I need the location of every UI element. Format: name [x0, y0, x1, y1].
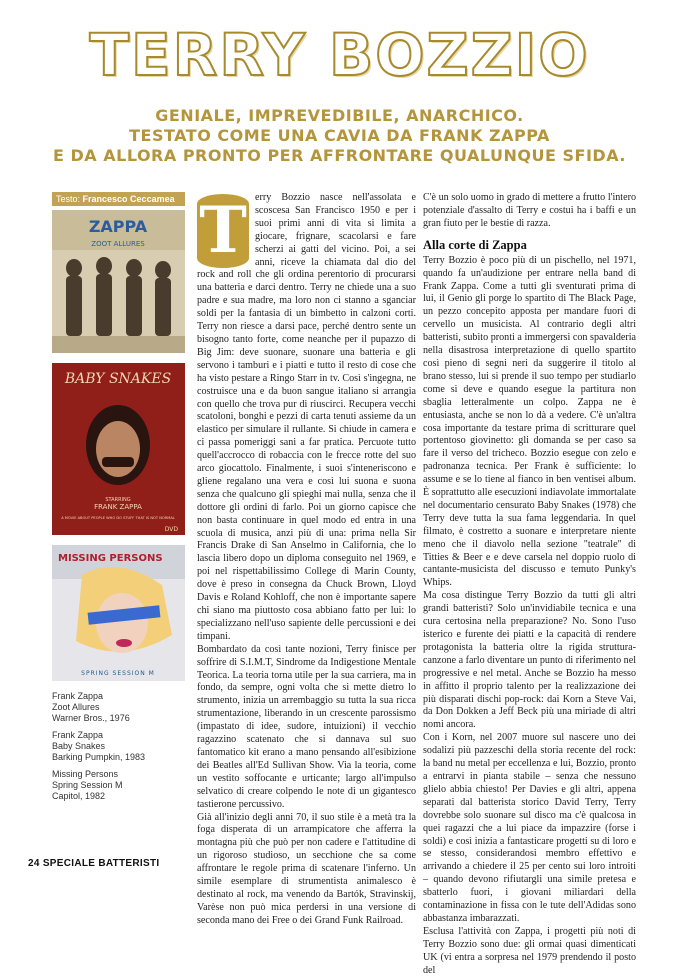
- article-paragraph: Già all'inizio degli anni 70, il suo stile è a metà tra la foga disperata di un arrampicatore che afferra la montagna più che può per non cadere e l'attitudine di un rigoroso studioso, un secchione che sa come affrontare le regole prima di scatenare l'inferno. Un simile esemplare di strumentista animalesco è destinato al rock, ma venendo da Bartók, Stravinskij, Varèse non può mica perdersi in una versione di seconda mano dei Free o dei Grand Funk Railroad.: [197, 811, 416, 926]
- tagline-line: E DA ALLORA PRONTO PER AFFRONTARE QUALUNQUE SFIDA.: [53, 146, 626, 165]
- page-number: 24: [28, 858, 40, 869]
- page-footer: [28, 858, 159, 869]
- tagline: [0, 106, 679, 166]
- cover2-line3: A MOVIE ABOUT PEOPLE WHO DO STUFF THAT IS NOT NORMAL: [61, 516, 175, 520]
- cover2-title: BABY SNAKES: [64, 371, 172, 387]
- author-credit: [52, 192, 185, 206]
- caption-label: Barking Pumpkin, 1983: [52, 752, 146, 762]
- article-paragraph: Con i Korn, nel 2007 muore sul nascere uno dei sodalizi più pazzeschi della storia recente del rock: la band nu metal per eccellenza e lui, Bozzio, pronto a entrarvi in pianta stabile – senza che nessuno glielo abbia chiesto! Per Davies e gli altri, appena separati dal batterista storico David Terry, Terry dovrebbe solo suonare sul disco ma c'è qualcosa in quei ragazzi che a lui piace da impazzire (forse i soldi) e così inizia a fantasticare progetti su di loro e se stesso, considerandosi membro effettivo e arrivando a chiedere il 25 per cento sui loro introiti – quando devono rifiutargli una simile pretesa e sbatterlo fuori, i giovani miliardari della contaminazione in fissa con le tute dell'Adidas sono abbastanza imbarazzati.: [423, 732, 636, 924]
- tagline-line: GENIALE, IMPREVEDIBILE, ANARCHICO.: [155, 106, 524, 125]
- caption-artist: Frank Zappa: [52, 730, 104, 740]
- article-paragraph: Terry Bozzio è poco più di un pischello, nel 1971, quando fa un'audizione per entrare nella band di Frank Zappa. Come a tutti gli sventurati prima di lui, il Genio gli porge lo spartito di The Black Page, un pezzo concepito apposta per mandare fuori di cervello un musicista. Al contrario degli altri batteristi, subito pronti a immergersi con spavalderia nella disastrosa interpretazione di quello spartito così pieno di segni neri da suggerire il titolo al brano stesso, lui si prende il suo tempo per studiarlo come si deve e quando esegue la partitura non sbaglia letteralmente un colpo. Zappa ne è entusiasta, anche se non lo dà a vedere. C'è un'altra cosa importante da testare prima di scritturare quel portentoso giovinetto: gli domanda se per caso sa fare il verso del tricheco. Bozzio esegue con zelo e padronanza tecnica. Per Frank è sufficiente: lo assume e se lo tiene al fianco in ben ventisei album. È soprattutto alle esecuzioni indiavolate immortalate nel documentario censurato Baby Snakes (1978) che Terry deve tutta la sua fama leggendaria. In quel filmato, è costretto a suonare e interpretare niente meno che il diavolo nella sezione "teatrale" di Titties & Beer e e deve carsela nel doppio ruolo di cantante-musicista del discusso e temuto Punky's Whips.: [423, 254, 636, 589]
- caption-zoot-allures: [52, 691, 187, 724]
- cover1-subtitle: ZOOT ALLURES: [91, 240, 145, 248]
- author-name: Francesco Ceccamea: [82, 194, 175, 204]
- album-cover-baby-snakes: [52, 363, 185, 535]
- album-cover-spring-session-m: [52, 545, 185, 681]
- cover2-tag: DVD: [164, 526, 178, 533]
- caption-label: Warner Bros., 1976: [52, 713, 130, 723]
- article-paragraph: erry Bozzio nasce nell'assolata e scoscesa San Francisco 1950 e per i suoi primi anni di vita si limita a giocare, frignare, scacolarsi e fare scherzi ai gatti del vicino. Poi, a sei anni, riceve la chiamata dal dio del rock and roll che gli ordina perentorio di procurarsi una batteria e darci dentro. Terry ne chiede una a suo padre e sua madre, ma loro non ci stanno a sganciar soldi per la fantasia di un bimbetto in calzoni corti. Terry non riesce a darsi pace, perché dentro sente un bisogno tanto forte, come neanche per il pupazzo di Big Jim: deve suonare, suonare una batteria e gli servono i tamburi e i piatti e tutto il resto di cose che ha visto pestare a Ringo Starr in tv. Così s'ingegna, ne costruisce una e da buon sangue italiano si arrangia con quello che trova pur di riuscirci. Recupera vecchi scatoloni, bonghi e pezzi di carta tenuti assieme da un elastico per simulare il rullante. Si chiude in camera e ci passa pomeriggi sani a far pratica. Percuote tutto quell'accrocco di robaccia con le frecce rotte del suo arco giocattolo. Finalmente, i suoi s'inteneriscono e gliene regalano una vera e così lui suona e suona senza che qualcuno gli spieghi mai nulla, senza che il dottore gli ordini di farlo. Poi un giorno capisce che non basta continuare in quel modo ed entra in una scuola di musica, anzi più di una: prima nella Sir Francis Drake di San Anselmo in California, che lo lascia libero dopo un diploma conseguito nel 1969, e poi nel rispettabilissimo College di Marin County, dove è preso in consegna da Chuck Brown, Lloyd Davis e Roland Kohloff, che non è importante sapere chi siano ma piuttosto cosa abbiano fatto per lui: lo specializzano nell'uso sapiente delle percussioni e dei timpani.: [197, 192, 416, 642]
- article-paragraph: Esclusa l'attività con Zappa, i progetti più noti di Terry Bozzio sono due: gli ormai quasi dimenticati UK (vi entra a sorpresa nel 1979 prendendo il posto del: [423, 925, 636, 976]
- cover2-line2: FRANK ZAPPA: [94, 503, 142, 511]
- author-label: Testo:: [56, 194, 81, 204]
- cover2-line1: STARRING: [105, 497, 131, 503]
- caption-album: Zoot Allures: [52, 702, 100, 712]
- album-cover-zoot-allures: [52, 210, 185, 353]
- caption-label: Capitol, 1982: [52, 791, 106, 801]
- drop-cap: T: [197, 194, 249, 268]
- article-paragraph: Bombardato da così tante nozioni, Terry finisce per soffrire di S.I.M.T, Sindrome da Indigestione Mentale Teorica. La teoria torna utile per la sua carriera, ma in fondo, da sempre, ogni volta che si mette dietro lo strumento, inizia un arrembaggio su tutta la sua ricca strumentazione, liberando in un crescente parossismo (impastato di idee, sudore, intuizioni) il vecchio ragazzino scatenato che si dannava sul suo fantomatico kit erano a mano pensando all'esibizione dei Beatles all'Ed Sullivan Show. Via la teoria, come un vestito soffocante e urticante; largo all'impulso selvatico di creare colpendo le note di un gigantesco tastierone percussivo.: [197, 643, 416, 810]
- page-title: TERRY BOZZIO: [89, 21, 590, 89]
- article-paragraph: Ma cosa distingue Terry Bozzio da tutti gli altri grandi batteristi? Solo un'invidiabile tecnica e una cura certosina nella preparazione? No. Sono l'uso isterico e furente dei piatti e la capacità di rendere protagonista la batteria oltre la rigida struttura-canzone a farlo diventare un punto di riferimento nel progressive e nel metal. Anche se Bozzio ha messo in affitto il proprio talento per la realizzazione dei più disparati dischi pop-rock: dai Korn a Steve Vai, da Don Dokken a Jeff Beck più una miriade di altri nomi ancora.: [423, 590, 637, 731]
- caption-artist: Frank Zappa: [52, 691, 104, 701]
- section-heading: Alla corte di Zappa: [423, 237, 527, 252]
- caption-artist: Missing Persons: [52, 769, 119, 779]
- article-column-middle: [197, 192, 416, 926]
- cover3-subtitle: SPRING SESSION M: [81, 670, 155, 677]
- caption-album: Baby Snakes: [52, 741, 106, 751]
- caption-album: Spring Session M: [52, 780, 123, 790]
- tagline-line: TESTATO COME UNA CAVIA DA FRANK ZAPPA: [129, 126, 550, 145]
- section-name: SPECIALE BATTERISTI: [42, 858, 160, 869]
- cover3-title: MISSING PERSONS: [58, 553, 163, 564]
- article-paragraph: C'è un solo uomo in grado di mettere a frutto l'intero potenziale d'assalto di Terry e costui ha i baffi e un gran fiuto per le bestie di razza.: [423, 192, 636, 229]
- caption-spring-session-m: [52, 769, 187, 802]
- photo-captions: [52, 691, 187, 808]
- cover1-title: ZAPPA: [88, 217, 148, 236]
- article-column-right: [423, 192, 637, 976]
- caption-baby-snakes: [52, 730, 187, 763]
